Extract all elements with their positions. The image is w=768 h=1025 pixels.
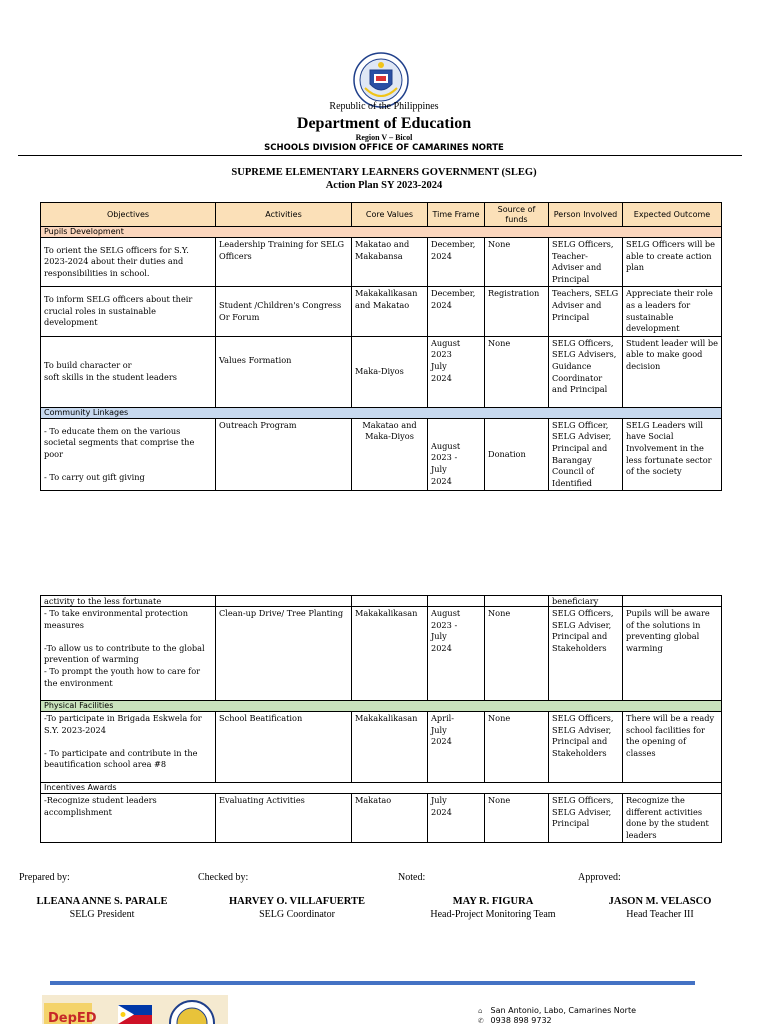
signatory-name: HARVEY O. VILLAFUERTE (228, 896, 366, 907)
header-objectives: Objectives (41, 203, 216, 227)
department-title: Department of Education (296, 115, 472, 132)
cell-time-frame: December, 2024 (428, 287, 485, 336)
header-activities: Activities (216, 203, 352, 227)
cell-time-frame: August 2023 - July 2024 (428, 418, 485, 491)
cell-persons: SELG Officer, SELG Adviser, Principal and Barangay Council of Identified (549, 418, 623, 491)
cell-outcome: Appreciate their role as a leaders for sustainable development (623, 287, 722, 336)
cell-core-values: Makakalikasan (352, 607, 428, 701)
svg-text:DepED: DepED (48, 1011, 97, 1024)
prepared-by-label: Prepared by: (19, 872, 70, 883)
header-divider (18, 155, 742, 156)
cell-objectives: - To educate them on the various societal segments that comprise the poor - To carry out gift giving (41, 418, 216, 491)
section-incentives-awards: Incentives Awards (41, 783, 722, 794)
section-row (41, 407, 722, 418)
cell-core-values: Makatao (352, 794, 428, 843)
cell-outcome: Pupils will be aware of the solutions in preventing global warming (623, 607, 722, 701)
address-text: San Antonio, Labo, Camarines Norte (490, 1006, 637, 1015)
header-time-frame: Time Frame (428, 203, 485, 227)
cell-core-values: Makatao and Makabansa (352, 238, 428, 287)
cell-objectives: - To take environmental protection measures -To allow us to contribute to the global prevention of warming - To prompt the youth how to care for the environment (41, 607, 216, 701)
cell-activities: Leadership Training for SELG Officers (216, 238, 352, 287)
action-plan-table-page-2 (40, 595, 722, 843)
phone-icon: ✆ (478, 1017, 484, 1025)
cell-time-frame: December, 2024 (428, 238, 485, 287)
signatory-position: SELG Coordinator (259, 909, 335, 920)
section-row (41, 701, 722, 712)
approved-label: Approved: (578, 872, 621, 883)
philippine-flag-icon (118, 1005, 152, 1024)
cell-outcome: There will be a ready school facilities for the opening of classes (623, 712, 722, 783)
cell-time-frame: July 2024 (428, 794, 485, 843)
table-row (41, 712, 722, 783)
signatory-name: LLEANA ANNE S. PARALE (36, 896, 168, 907)
cell-activities (216, 596, 352, 607)
cell-funds: None (485, 607, 549, 701)
signatory-position: SELG President (69, 909, 135, 920)
cell-outcome (623, 596, 722, 607)
cell-funds: Donation (485, 418, 549, 491)
division-label: SCHOOLS DIVISION OFFICE OF CAMARINES NORTE (264, 143, 504, 153)
cell-core-values (352, 596, 428, 607)
section-community-linkages: Community Linkages (41, 407, 722, 418)
checked-by-label: Checked by: (198, 872, 249, 883)
cell-core-values: Makatao and Maka-Diyos (352, 418, 428, 491)
cell-persons: SELG Officers, SELG Adviser, Principal and Stakeholders (549, 607, 623, 701)
section-pupils-development: Pupils Development (41, 227, 722, 238)
document-subtitle: Action Plan SY 2023-2024 (325, 180, 443, 191)
cell-persons: SELG Officers, SELG Advisers, Guidance Coordinator and Principal (549, 336, 623, 407)
republic-label: Republic of the Philippines (329, 101, 439, 112)
cell-persons: SELG Officers, Teacher-Adviser and Principal (549, 238, 623, 287)
cell-funds: None (485, 238, 549, 287)
cell-funds: None (485, 794, 549, 843)
cell-outcome: SELG Leaders will have Social Involvement in the less fortunate sector of the society (623, 418, 722, 491)
table-row (41, 607, 722, 701)
cell-time-frame: August 2023 - July 2024 (428, 607, 485, 701)
header-expected-outcome: Expected Outcome (623, 203, 722, 227)
header-source-of-funds: Source of funds (485, 203, 549, 227)
cell-persons: beneficiary (549, 596, 623, 607)
cell-activities: Clean-up Drive/ Tree Planting (216, 607, 352, 701)
table-row (41, 794, 722, 843)
cell-persons: SELG Officers, SELG Adviser, Principal and Stakeholders (549, 712, 623, 783)
cell-objectives: To build character or soft skills in the student leaders (41, 336, 216, 407)
cell-activities: Student /Children's Congress Or Forum (216, 287, 352, 336)
table-row (41, 336, 722, 407)
cell-objectives: -Recognize student leaders accomplishment (41, 794, 216, 843)
cell-objectives: activity to the less fortunate (41, 596, 216, 607)
cell-outcome: Recognize the different activities done by the student leaders (623, 794, 722, 843)
signatory-name: MAY R. FIGURA (452, 896, 534, 907)
signatory-position: Head-Project Monitoring Team (430, 909, 556, 920)
location-icon: ⌂ (478, 1007, 483, 1015)
cell-objectives: To inform SELG officers about their crucial roles in sustainable development (41, 287, 216, 336)
cell-activities: School Beatification (216, 712, 352, 783)
header-person-involved: Person Involved (549, 203, 623, 227)
cell-activities: Outreach Program (216, 418, 352, 491)
phone-text: 0938 898 9732 (490, 1016, 552, 1025)
action-plan-table-page-1 (40, 202, 722, 491)
table-row (41, 596, 722, 607)
table-row (41, 418, 722, 491)
deped-seal-icon (353, 52, 409, 108)
table-header-row (41, 203, 722, 227)
deped-logo-icon (44, 1003, 97, 1024)
cell-funds (485, 596, 549, 607)
section-row (41, 783, 722, 794)
section-physical-facilities: Physical Facilities (41, 701, 722, 712)
header-core-values: Core Values (352, 203, 428, 227)
signatory-position: Head Teacher III (626, 909, 694, 920)
cell-persons: SELG Officers, SELG Adviser, Principal (549, 794, 623, 843)
cell-objectives: -To participate in Brigada Eskwela for S.Y. 2023-2024 - To participate and contribute in the beautification school area #8 (41, 712, 216, 783)
footer-logos (42, 995, 228, 1024)
cell-outcome: SELG Officers will be able to create action plan (623, 238, 722, 287)
table-row (41, 287, 722, 336)
footer-divider (50, 981, 695, 985)
cell-funds: None (485, 712, 549, 783)
cell-objectives: To orient the SELG officers for S.Y. 2023-2024 about their duties and responsibilities in school. (41, 238, 216, 287)
cell-outcome: Student leader will be able to make good decision (623, 336, 722, 407)
cell-time-frame: April- July 2024 (428, 712, 485, 783)
footer-address (478, 1006, 636, 1015)
cell-funds: Registration (485, 287, 549, 336)
table-row (41, 238, 722, 287)
noted-label: Noted: (398, 872, 426, 883)
region-label: Region V – Bicol (355, 133, 413, 142)
section-row (41, 227, 722, 238)
cell-activities: Values Formation (216, 336, 352, 407)
cell-time-frame (428, 596, 485, 607)
cell-core-values: Maka-Diyos (352, 336, 428, 407)
signatory-name: JASON M. VELASCO (608, 896, 712, 907)
cell-core-values: Makakalikasan (352, 712, 428, 783)
cell-activities: Evaluating Activities (216, 794, 352, 843)
cell-persons: Teachers, SELG Adviser and Principal (549, 287, 623, 336)
cell-time-frame: August 2023 July 2024 (428, 336, 485, 407)
document-title: SUPREME ELEMENTARY LEARNERS GOVERNMENT (SLEG) (231, 167, 537, 178)
cell-funds: None (485, 336, 549, 407)
cell-core-values: Makakalikasan and Makatao (352, 287, 428, 336)
school-seal-icon (170, 1001, 214, 1024)
